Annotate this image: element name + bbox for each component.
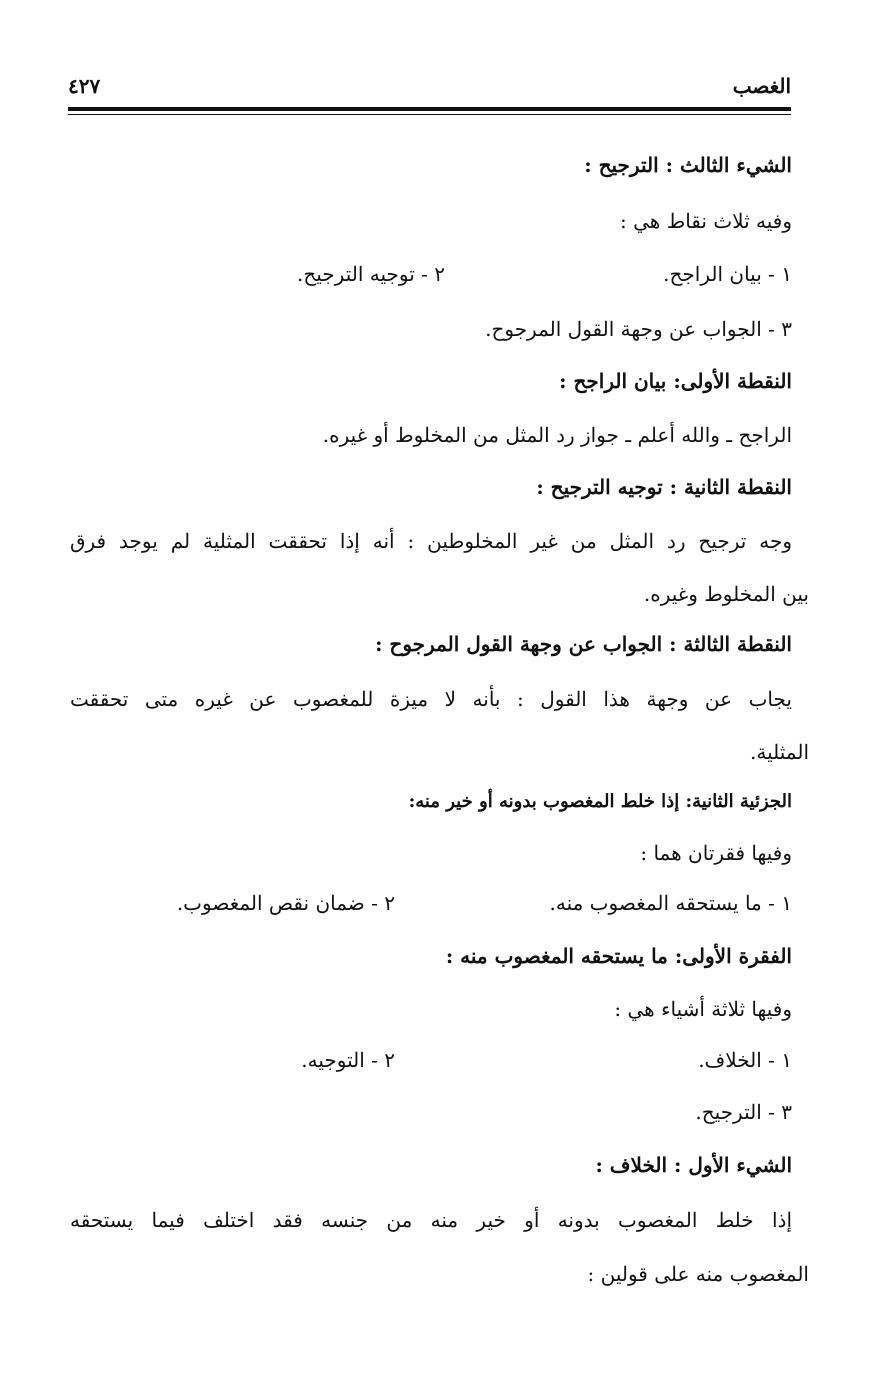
heading-first-thing: الشيء الأول : الخلاف : — [595, 1153, 792, 1177]
page-number: ٤٢٧ — [68, 74, 101, 98]
list-item-2: ٢ - التوجيه. — [301, 1048, 395, 1072]
heading-third-thing: الشيء الثالث : الترجيح : — [584, 153, 792, 177]
list-item-3: ٣ - الجواب عن وجهة القول المرجوح. — [485, 317, 792, 341]
heading-point-one: النقطة الأولى: بيان الراجح : — [559, 369, 792, 393]
running-header — [68, 70, 791, 102]
heading-second-part: الجزئية الثانية: إذا خلط المغصوب بدونه أو خير منه: — [408, 791, 792, 812]
list-item-1: ١ - الخلاف. — [698, 1048, 792, 1072]
paragraph-preferred: الراجح ـ والله أعلم ـ جواز رد المثل من المخلوط أو غيره. — [322, 423, 792, 447]
paragraph-dispute-cont: المغصوب منه على قولين : — [587, 1262, 809, 1286]
heading-point-three: النقطة الثالثة : الجواب عن وجهة القول المرجوح : — [375, 632, 792, 656]
heading-point-two: النقطة الثانية : توجيه الترجيح : — [536, 475, 792, 499]
list-item-3: ٣ - الترجيح. — [695, 1100, 792, 1124]
header-rule-thick — [68, 107, 791, 111]
list-item-1: ١ - ما يستحقه المغصوب منه. — [549, 891, 792, 915]
paragraph-justification: وجه ترجيح رد المثل من غير المخلوطين : أنه إذا تحققت المثلية لم يوجد فرق — [70, 529, 792, 553]
chapter-title: الغصب — [732, 74, 791, 98]
list-item-2: ٢ - توجيه الترجيح. — [297, 262, 445, 286]
intro-three-points: وفيه ثلاث نقاط هي : — [620, 209, 792, 233]
list-item-2: ٢ - ضمان نقص المغصوب. — [176, 891, 395, 915]
paragraph-dispute: إذا خلط المغصوب بدونه أو خير منه من جنسه فقد اختلف فيما يستحقه — [70, 1208, 792, 1232]
header-rule-thin — [68, 114, 791, 115]
paragraph-answer-cont: المثلية. — [750, 740, 809, 764]
heading-paragraph-one: الفقرة الأولى: ما يستحقه المغصوب منه : — [445, 944, 792, 968]
paragraph-justification-cont: بين المخلوط وغيره. — [643, 582, 809, 606]
intro-three-things: وفيها ثلاثة أشياء هي : — [614, 997, 792, 1021]
intro-two-paragraphs: وفيها فقرتان هما : — [640, 841, 792, 865]
list-item-1: ١ - بيان الراجح. — [663, 262, 792, 286]
paragraph-answer: يجاب عن وجهة هذا القول : بأنه لا ميزة للمغصوب عن غيره متى تحققت — [70, 687, 792, 711]
